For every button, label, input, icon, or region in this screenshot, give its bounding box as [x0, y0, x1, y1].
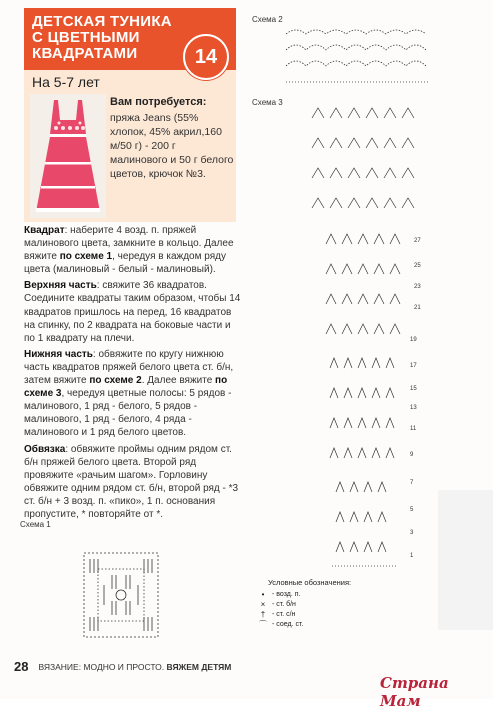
paragraph-square	[24, 224, 242, 276]
materials-heading: Вам потребуется:	[110, 96, 207, 108]
legend-item	[258, 590, 351, 600]
legend-text: - возд. п.	[272, 591, 301, 598]
slip-stitch-icon: ⌒	[259, 620, 267, 629]
scheme-1-label: Схема 1	[20, 520, 51, 529]
row-number: 13	[410, 405, 417, 411]
legend-text: - ст. б/н	[272, 601, 296, 608]
instructions	[24, 224, 242, 524]
page-footer	[14, 659, 231, 674]
row-number: 21	[414, 305, 421, 311]
chain-stitch-icon: •	[261, 590, 265, 599]
legend-item	[258, 610, 351, 620]
legend-text: - ст. с/н	[272, 611, 296, 618]
pattern-number-badge: 14	[183, 34, 229, 80]
text: , чередуя в каждом ряду цвета (малиновый - белый - малиновый).	[24, 251, 226, 276]
scheme-2-label: Схема 2	[252, 15, 283, 24]
scheme-3-label: Схема 3	[252, 98, 283, 107]
issue-name: ВЯЖЕМ ДЕТЯМ	[166, 662, 232, 672]
scheme-2-diagram	[282, 26, 438, 92]
row-number: 11	[410, 426, 417, 432]
materials-text: пряжа Jeans (55% хлопок, 45% акрил,160 м/50 г) - 200 г малинового и 50 г белого цветов, крючок №3.	[110, 112, 234, 180]
text: . Далее вяжите	[141, 375, 216, 387]
row-number: 23	[414, 284, 421, 290]
title-line-3: КВАДРАТАМИ	[32, 45, 138, 62]
legend	[258, 578, 351, 630]
text: : свяжите 36 квадратов. Соедините квадраты таким образом, чтобы 14 квадратов пришлось на перед, 16 квадратов на спинку, по 2 квадрата на боковые части и по 1 квадрату на плечи.	[24, 280, 241, 344]
row-number: 15	[410, 386, 417, 392]
scheme-ref: по схеме 2	[89, 375, 142, 387]
paragraph-top	[24, 279, 242, 344]
row-number: 3	[410, 530, 414, 536]
label-top: Верхняя часть	[24, 280, 97, 292]
watermark: Страна Мам	[380, 674, 449, 710]
age-range: На 5-7 лет	[32, 74, 100, 90]
text: : обвяжите проймы одним рядом ст. б/н пряжей белого цвета. Второй ряд провяжите «рачьим шагом». Горловину обвяжите одним рядом ст. б/н, второй ряд - *3 ст. б/н + 3 возд. п. «пико», 1 п. основания пропустите, * повторяйте от *.	[24, 443, 239, 520]
label-edging: Обвязка	[24, 443, 66, 455]
tunic-photo	[30, 94, 106, 218]
row-number: 25	[414, 263, 421, 269]
legend-item	[258, 620, 351, 630]
text: : наберите 4 возд. п. пряжей малинового цвета, замкните в кольцо. Далее вяжите	[24, 225, 234, 263]
legend-title: Условные обозначения:	[268, 578, 352, 587]
page-number: 28	[14, 659, 29, 674]
legend-text: - соед. ст.	[272, 621, 304, 628]
paragraph-bottom	[24, 348, 242, 440]
scheme-ref: по схеме 3	[24, 375, 228, 400]
row-number: 17	[410, 363, 417, 369]
row-number: 1	[410, 553, 414, 559]
row-number: 5	[410, 507, 414, 513]
row-number: 9	[410, 452, 414, 458]
title-line-2: С ЦВЕТНЫМИ	[32, 29, 140, 46]
text: , чередуя цветные полосы: 5 рядов - малинового, 1 ряд - белого, 5 рядов - малинового, 1 ряд - белого, 4 ряда - малинового и 1 ряд белого цветов.	[24, 388, 232, 439]
scheme-1-diagram	[78, 545, 164, 645]
magazine-name: ВЯЗАНИЕ: МОДНО И ПРОСТО.	[38, 662, 165, 672]
row-number: 19	[410, 337, 417, 343]
back-page-shadow	[438, 490, 493, 630]
label-square: Квадрат	[24, 225, 65, 236]
scheme-ref: по схеме 1	[59, 251, 113, 263]
paragraph-edging	[24, 443, 242, 522]
double-crochet-icon: †	[260, 610, 266, 619]
text: : обвяжите по кругу нижнюю часть квадратов пряжей белого цвета ст. б/н, затем вяжите	[24, 348, 234, 387]
single-crochet-icon: ×	[260, 600, 266, 609]
row-number: 7	[410, 480, 414, 486]
row-number: 27	[414, 238, 421, 244]
label-bottom: Нижняя часть	[24, 348, 93, 360]
title-line-1: ДЕТСКАЯ ТУНИКА	[32, 13, 172, 30]
legend-item	[258, 600, 351, 610]
